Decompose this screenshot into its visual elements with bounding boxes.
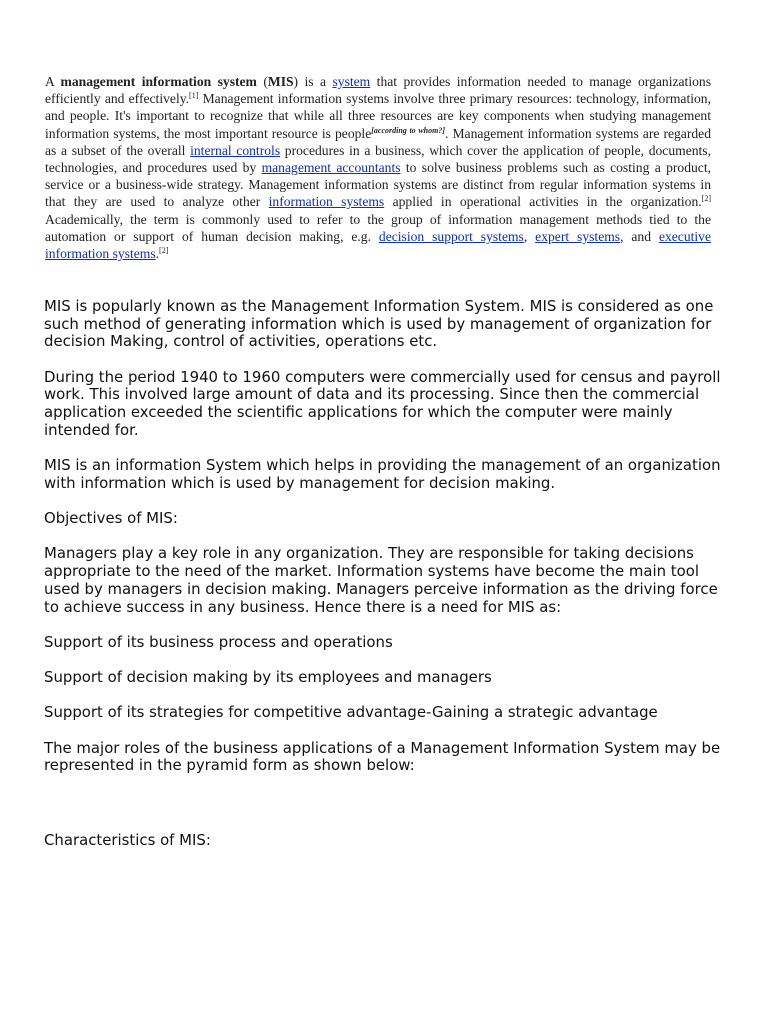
reference-3[interactable]: [2] xyxy=(159,246,169,256)
paragraph-mis-definition: MIS is popularly known as the Management Information System. MIS is considered as one such method of generating information which is used by management of organization for decision Making, control of activities, operations etc. xyxy=(44,297,714,351)
paragraph-mis-information-system: MIS is an information System which helps in providing the management of an organization with information which is used by management for decision making. xyxy=(44,456,721,492)
intro-text: applied in operational activities in the organization. xyxy=(384,194,702,210)
link-information-systems[interactable]: information systems xyxy=(268,194,385,210)
intro-text: procedures in a business, which cover the application of people, documents, technologies, and procedures used by xyxy=(45,142,711,176)
reference-1[interactable]: [1] xyxy=(189,91,199,101)
list-item-support-strategy: Support of its strategies for competitive advantage-Gaining a strategic advantage xyxy=(44,703,658,722)
link-management-accountants[interactable]: management accountants xyxy=(261,160,401,176)
blank-space xyxy=(44,793,724,832)
intro-text: Management information systems involve three primary resources: technology, information, and people. It's important to recognize that while all three resources are key components when studying management information systems, the most important resource is people xyxy=(45,91,712,141)
intro-text: ) is a xyxy=(293,74,333,89)
abbr-bold: MIS xyxy=(267,74,294,89)
paragraph-managers-role: Managers play a key role in any organization. They are responsible for taking decisions appropriate to the need of the market. Information systems have become the main tool used by managers in decision making. Managers perceive information as the driving force to achieve success in any business. Hence there is a need for MIS as: xyxy=(44,544,718,616)
intro-text: Academically, the term is commonly used to refer to the group of information management methods tied to the automation or support of human decision making, e.g. xyxy=(45,211,711,244)
link-internal-controls[interactable]: internal controls xyxy=(190,142,281,158)
document-body xyxy=(44,298,724,867)
term-bold: management information system xyxy=(60,74,257,89)
paragraph-pyramid: The major roles of the business applications of a Management Information System may be represented in the pyramid form as shown below: xyxy=(44,738,721,775)
intro-text: , xyxy=(523,228,536,244)
reference-2[interactable]: [2] xyxy=(701,194,711,204)
intro-text: to solve business problems such as costing a product, service or a business-wide strategy. Management information systems are distinct from regular information systems in that they are used to analyze other xyxy=(45,160,712,210)
heading-characteristics: Characteristics of MIS: xyxy=(44,830,211,849)
intro-text: . xyxy=(155,246,160,262)
link-expert-systems[interactable]: expert systems xyxy=(535,228,621,244)
citation-needed[interactable]: [according to whom?] xyxy=(371,125,445,135)
paragraph-history: During the period 1940 to 1960 computers were commercially used for census and payroll work. This involved large amount of data and its processing. Since then the commercial application exceeded the scientific applications for which the computer were mainly intended for. xyxy=(44,367,721,439)
intro-text: , and xyxy=(620,228,659,244)
intro-text: ( xyxy=(256,74,268,89)
heading-objectives: Objectives of MIS: xyxy=(44,509,178,528)
link-decision-support-systems[interactable]: decision support systems xyxy=(378,228,524,244)
intro-text: A xyxy=(45,74,61,89)
link-system[interactable]: system xyxy=(332,74,371,89)
list-item-support-decision: Support of decision making by its employees and managers xyxy=(44,668,492,687)
list-item-support-business: Support of its business process and operations xyxy=(44,632,393,651)
link-executive-information-systems[interactable]: executive information systems xyxy=(45,228,712,262)
intro-text: that provides information needed to manage organizations efficiently and effectively. xyxy=(45,74,711,107)
intro-text: . Management information systems are regarded as a subset of the overall xyxy=(45,125,711,158)
wiki-intro-paragraph xyxy=(45,73,711,262)
